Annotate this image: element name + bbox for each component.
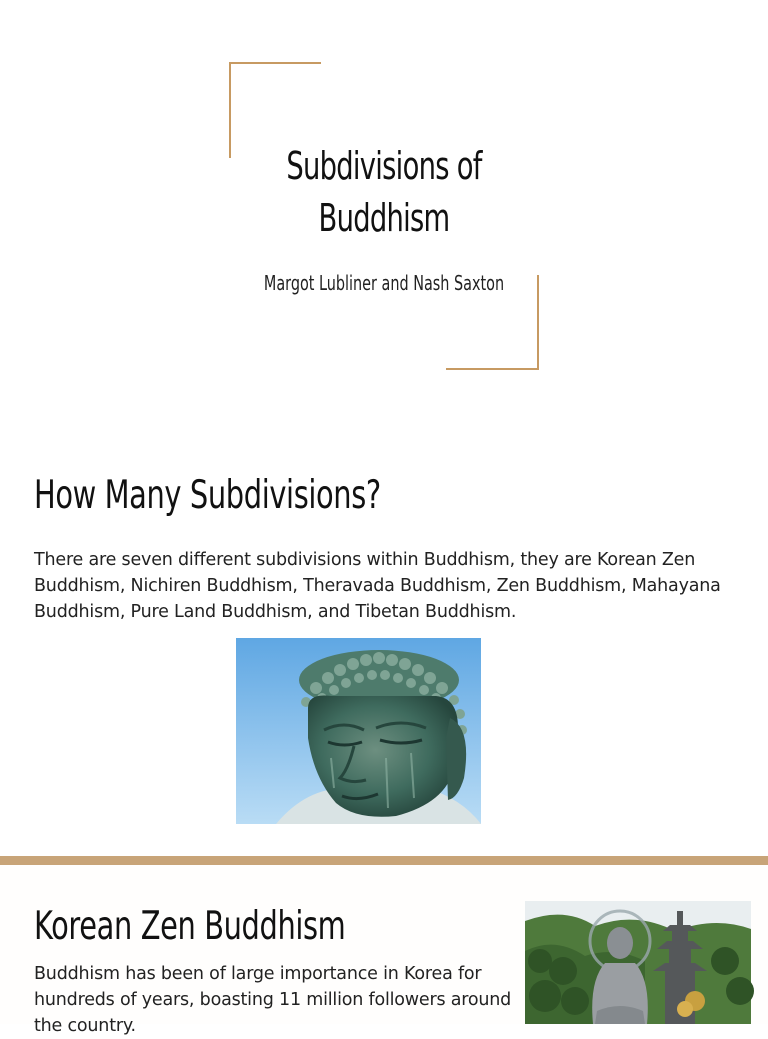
buddha-statue-image [236, 638, 481, 824]
how-many-body: There are seven different subdivisions within Buddhism, they are Korean Zen Buddhism, Nichiren Buddhism, Theravada Buddhism, Zen Buddhism, Mahayana Buddhism, Pure Land Buddhism, and Tibetan Buddhism. [34, 550, 721, 622]
authors-subtitle: Margot Lubliner and Nash Saxton [263, 271, 505, 295]
title-line-1: Subdivisions of [286, 144, 482, 188]
presentation-title [240, 140, 528, 244]
how-many-heading: How Many Subdivisions? [34, 473, 381, 518]
title-slide [0, 0, 768, 420]
slide-divider [0, 856, 768, 865]
korean-zen-body: Buddhism has been of large importance in Korea for hundreds of years, boasting 11 million followers around the country. [34, 964, 512, 1036]
korean-zen-slide [0, 865, 768, 1036]
korean-temple-image [525, 901, 751, 1024]
korean-zen-heading: Korean Zen Buddhism [34, 904, 346, 949]
title-line-2: Buddhism [318, 196, 450, 240]
how-many-slide [0, 420, 768, 856]
